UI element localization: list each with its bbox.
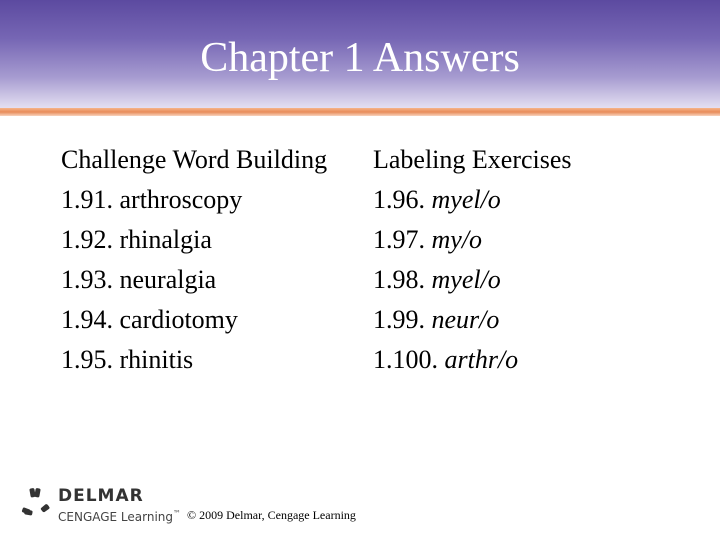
item-number: 1.95.: [61, 345, 113, 374]
item-number: 1.99.: [373, 305, 425, 334]
title-divider: [0, 108, 720, 116]
list-item: [373, 340, 572, 380]
item-answer: myel/o: [431, 185, 501, 214]
item-answer: neuralgia: [119, 265, 217, 294]
item-answer: cardiotomy: [119, 305, 238, 334]
delmar-cengage-logo: [18, 485, 188, 525]
item-answer: arthr/o: [444, 345, 519, 374]
item-number: 1.98.: [373, 265, 425, 294]
item-answer: rhinalgia: [119, 225, 212, 254]
list-item: [373, 260, 572, 300]
item-answer: myel/o: [431, 265, 501, 294]
list-item: [373, 220, 572, 260]
list-item: [373, 300, 572, 340]
item-answer: arthroscopy: [119, 185, 243, 214]
challenge-word-building-column: [61, 140, 327, 380]
list-item: [61, 300, 327, 340]
item-answer: my/o: [431, 225, 483, 254]
list-item: [61, 340, 327, 380]
item-number: 1.93.: [61, 265, 113, 294]
logo-name: DELMAR: [58, 486, 144, 506]
logo-subtitle: CENGAGE Learning™: [58, 509, 182, 524]
list-item: [61, 220, 327, 260]
item-number: 1.100.: [373, 345, 438, 374]
item-number: 1.92.: [61, 225, 113, 254]
item-answer: rhinitis: [119, 345, 194, 374]
delmar-star-icon: [18, 487, 52, 521]
item-answer: neur/o: [431, 305, 500, 334]
slide-title: Chapter 1 Answers: [200, 35, 520, 81]
labeling-exercises-column: [373, 140, 572, 380]
copyright-notice: © 2009 Delmar, Cengage Learning: [187, 508, 356, 522]
column-heading: Labeling Exercises: [373, 145, 572, 174]
list-item: [61, 180, 327, 220]
item-number: 1.97.: [373, 225, 425, 254]
list-item: [61, 260, 327, 300]
item-number: 1.94.: [61, 305, 113, 334]
item-number: 1.96.: [373, 185, 425, 214]
item-number: 1.91.: [61, 185, 113, 214]
list-item: [373, 180, 572, 220]
column-heading: Challenge Word Building: [61, 145, 328, 174]
